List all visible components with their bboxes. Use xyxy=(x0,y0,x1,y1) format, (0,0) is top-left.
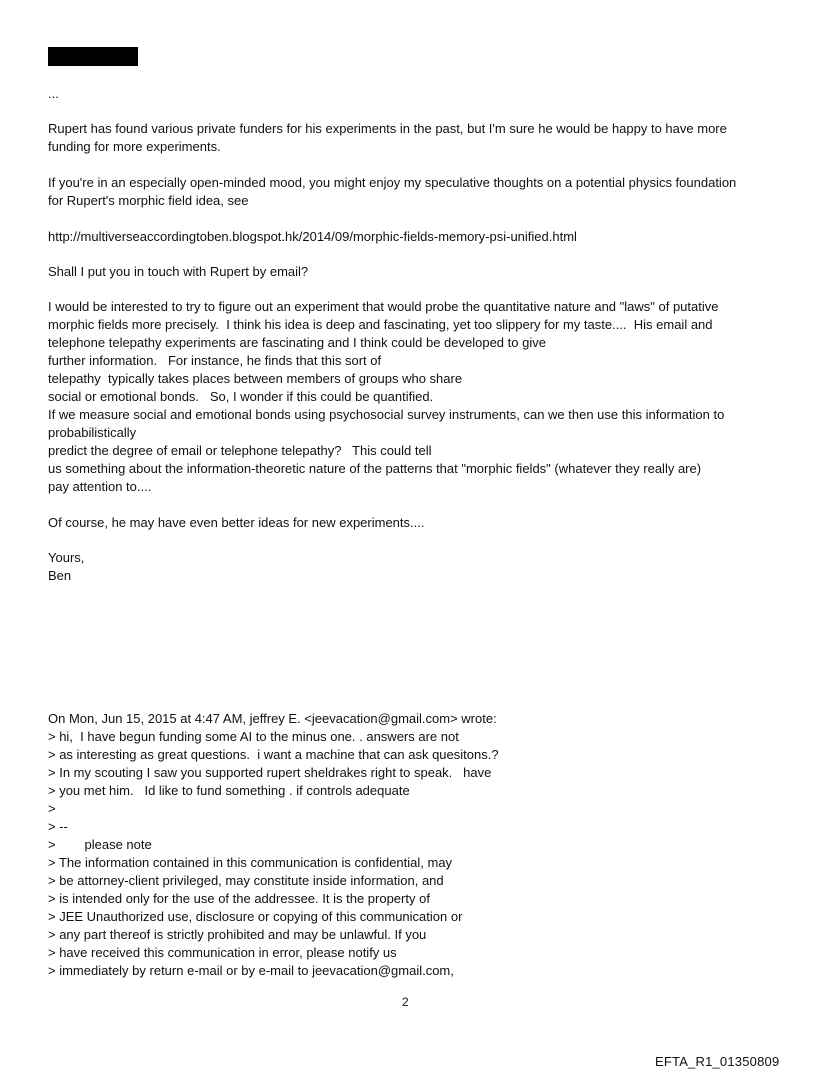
body-line: morphic fields more precisely. I think his idea is deep and fascinating, yet too slippery for my taste.... His email and xyxy=(48,317,713,332)
body-line: for Rupert's morphic field idea, see xyxy=(48,193,249,208)
quoted-line: > -- xyxy=(48,819,68,834)
quoted-line: > be attorney-client privileged, may constitute inside information, and xyxy=(48,873,444,888)
ellipsis-line: ... xyxy=(48,86,59,101)
quoted-line: > The information contained in this communication is confidential, may xyxy=(48,855,453,870)
body-line: telephone telepathy experiments are fascinating and I think could be developed to give xyxy=(48,335,546,350)
quoted-line: > you met him. Id like to fund something . if controls adequate xyxy=(48,783,410,798)
body-line: If you're in an especially open-minded mood, you might enjoy my speculative thoughts on a potential physics foundation xyxy=(48,175,737,190)
quoted-line: > have received this communication in error, please notify us xyxy=(48,945,397,960)
body-line: pay attention to.... xyxy=(48,479,152,494)
quoted-line: > is intended only for the use of the addressee. It is the property of xyxy=(48,891,430,906)
quoted-line: > immediately by return e-mail or by e-mail to jeevacation@gmail.com, xyxy=(48,963,454,978)
body-line: further information. For instance, he finds that this sort of xyxy=(48,353,382,368)
quoted-line: > In my scouting I saw you supported rupert sheldrakes right to speak. have xyxy=(48,765,492,780)
quoted-header: On Mon, Jun 15, 2015 at 4:47 AM, jeffrey E. <jeevacation@gmail.com> wrote: xyxy=(48,711,497,726)
quoted-line: > JEE Unauthorized use, disclosure or copying of this communication or xyxy=(48,909,463,924)
signature-line: Ben xyxy=(48,568,72,583)
signature-line: Yours, xyxy=(48,550,85,565)
redaction-bar xyxy=(48,47,138,66)
blog-link[interactable]: http://multiverseaccordingtoben.blogspot.hk/2014/09/morphic-fields-memory-psi-unified.html xyxy=(48,229,577,244)
quoted-line: > hi, I have begun funding some AI to the minus one. . answers are not xyxy=(48,729,459,744)
body-line: social or emotional bonds. So, I wonder if this could be quantified. xyxy=(48,389,434,404)
quoted-line: > please note xyxy=(48,837,152,852)
body-line: I would be interested to try to figure out an experiment that would probe the quantitative nature and "laws" of putative xyxy=(48,299,719,314)
quoted-line: > xyxy=(48,801,56,816)
body-line: Of course, he may have even better ideas for new experiments.... xyxy=(48,515,425,530)
body-line: predict the degree of email or telephone telepathy? This could tell xyxy=(48,443,432,458)
body-line: If we measure social and emotional bonds using psychosocial survey instruments, can we then use this information to xyxy=(48,407,725,422)
page-number: 2 xyxy=(402,995,409,1009)
body-line: funding for more experiments. xyxy=(48,139,221,154)
body-line: Shall I put you in touch with Rupert by email? xyxy=(48,264,309,279)
body-line: Rupert has found various private funders for his experiments in the past, but I'm sure he would be happy to have more xyxy=(48,121,727,136)
body-line: us something about the information-theoretic nature of the patterns that "morphic fields" (whatever they really are) xyxy=(48,461,702,476)
body-line: probabilistically xyxy=(48,425,137,440)
body-line: telepathy typically takes places between members of groups who share xyxy=(48,371,463,386)
quoted-line: > as interesting as great questions. i want a machine that can ask quesitons.? xyxy=(48,747,499,762)
quoted-line: > any part thereof is strictly prohibited and may be unlawful. If you xyxy=(48,927,427,942)
document-id: EFTA_R1_01350809 xyxy=(655,1054,780,1069)
